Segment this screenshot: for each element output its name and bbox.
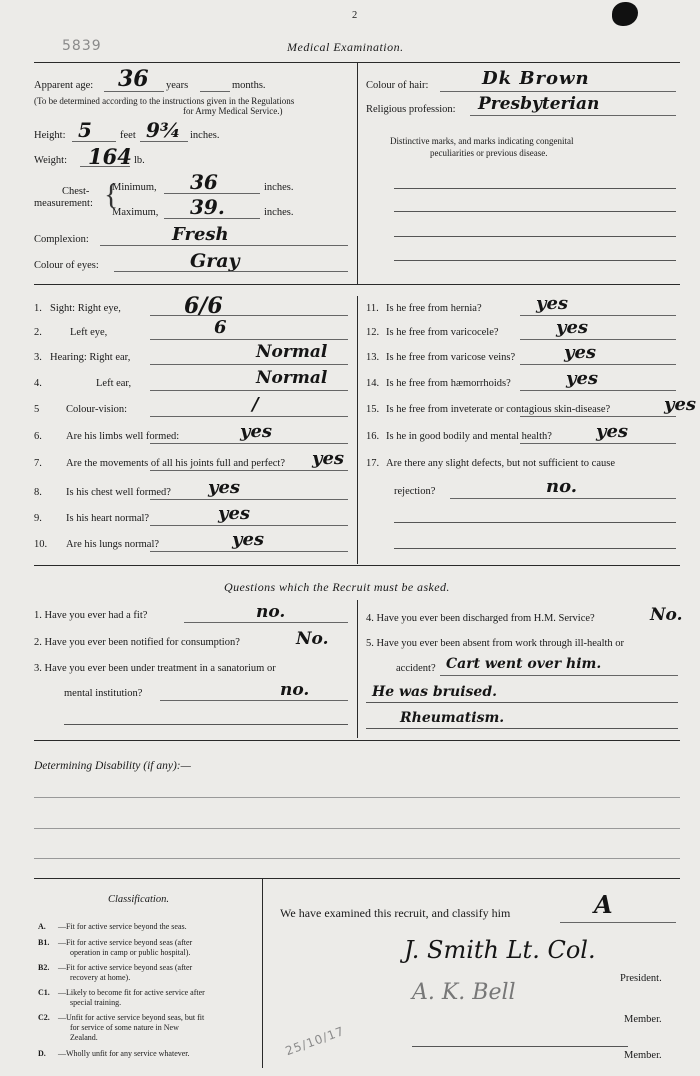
hair-value: Dk Brown bbox=[482, 68, 590, 89]
classification-grade: A bbox=[594, 890, 613, 919]
member-signature: A. K. Bell bbox=[412, 980, 516, 1005]
question-answer: yes bbox=[312, 448, 345, 469]
age-note-1: (To be determined according to the instructions given in the Regulations bbox=[34, 96, 295, 106]
inches-label: inches. bbox=[190, 130, 220, 141]
recruit-a5a: Cart went over him. bbox=[446, 656, 602, 672]
rule-5 bbox=[34, 878, 680, 879]
hair-label: Colour of hair: bbox=[366, 80, 429, 91]
question-label: Is he free from inveterate or contagious skin-disease? bbox=[386, 404, 611, 415]
age-note-2: for Army Medical Service.) bbox=[183, 106, 283, 116]
question-answer: yes bbox=[240, 421, 273, 442]
question-label: Is he free from hernia? bbox=[386, 303, 482, 314]
class-text: —Unfit for active service beyond seas, but fit bbox=[58, 1013, 205, 1022]
chest-max-unit: inches. bbox=[264, 207, 294, 218]
question-number: 1. bbox=[34, 303, 42, 314]
question-label: Are there any slight defects, but not sufficient to cause bbox=[386, 458, 615, 469]
question-number: 2. bbox=[34, 327, 42, 338]
question-label: Are his lungs normal? bbox=[66, 539, 160, 550]
chest-label-2: measurement: bbox=[34, 198, 93, 209]
recruit-heading: Questions which the Recruit must be asked. bbox=[224, 580, 450, 594]
column-divider-recruit bbox=[357, 600, 358, 738]
answer-line bbox=[150, 499, 348, 500]
date-pencil: 25/10/17 bbox=[283, 1023, 347, 1059]
rule-4 bbox=[34, 740, 680, 741]
class-text: —Likely to become fit for active service after bbox=[58, 988, 205, 997]
question-answer: Normal bbox=[256, 368, 328, 388]
question-number: 17. bbox=[366, 458, 380, 469]
question-number: 6. bbox=[34, 431, 42, 442]
question-number: 16. bbox=[366, 431, 380, 442]
class-text-cont: recovery at home). bbox=[70, 973, 131, 982]
question-answer: 6 bbox=[214, 317, 227, 338]
answer-line bbox=[150, 551, 348, 552]
class-text: —Fit for active service beyond seas (after bbox=[58, 938, 193, 947]
chest-min-unit: inches. bbox=[264, 182, 294, 193]
recruit-a5c: Rheumatism. bbox=[400, 710, 505, 726]
question-number: 5 bbox=[34, 404, 40, 415]
question-label: Is his heart normal? bbox=[66, 513, 150, 524]
recruit-q3a: 3. Have you ever been under treatment in a sanatorium or bbox=[34, 663, 276, 674]
classification-statement: We have examined this recruit, and classify him bbox=[280, 906, 511, 920]
religion-value: Presbyterian bbox=[478, 94, 600, 114]
question-label: Hearing: Right ear, bbox=[50, 352, 131, 363]
question-label: Are his limbs well formed: bbox=[66, 431, 180, 442]
recruit-q5b: accident? bbox=[396, 663, 436, 674]
answer-line bbox=[150, 390, 348, 391]
eyes-label: Colour of eyes: bbox=[34, 260, 99, 271]
height-inches: 9¾ bbox=[146, 118, 181, 142]
question-label: Is he in good bodily and mental health? bbox=[386, 431, 552, 442]
question-answer: / bbox=[252, 394, 259, 415]
class-code: A. bbox=[38, 922, 46, 931]
question-number: 12. bbox=[366, 327, 380, 338]
question-number: 10. bbox=[34, 539, 48, 550]
eyes-value: Gray bbox=[190, 250, 240, 272]
recruit-a4: No. bbox=[650, 605, 683, 625]
age-value: 36 bbox=[118, 66, 149, 92]
disability-label: Determining Disability (if any):— bbox=[34, 760, 191, 772]
column-divider-mid bbox=[357, 296, 358, 564]
column-divider-top bbox=[357, 62, 358, 284]
question-number: 4. bbox=[34, 378, 42, 389]
recruit-a3: no. bbox=[280, 680, 310, 700]
class-text: —Wholly unfit for any service whatever. bbox=[58, 1049, 190, 1058]
form-title: Medical Examination. bbox=[287, 40, 404, 54]
question-answer: yes bbox=[664, 394, 697, 415]
question-answer: yes bbox=[596, 421, 629, 442]
class-code: C1. bbox=[38, 988, 50, 997]
answer-line bbox=[150, 339, 348, 340]
question-answer: Normal bbox=[256, 342, 328, 362]
chest-min-value: 36 bbox=[190, 170, 218, 194]
question-answer: yes bbox=[232, 529, 265, 550]
question-number: 9. bbox=[34, 513, 42, 524]
question-answer: yes bbox=[536, 293, 569, 314]
answer-line bbox=[150, 416, 348, 417]
height-label: Height: bbox=[34, 130, 66, 141]
complexion-label: Complexion: bbox=[34, 234, 89, 245]
question-answer: yes bbox=[556, 317, 589, 338]
recruit-q3b: mental institution? bbox=[64, 688, 143, 699]
question-number: 8. bbox=[34, 487, 42, 498]
recruit-q4: 4. Have you ever been discharged from H.M. Service? bbox=[366, 613, 595, 624]
class-text-cont: special training. bbox=[70, 998, 122, 1007]
chest-max-value: 39. bbox=[190, 195, 225, 219]
question-number: 14. bbox=[366, 378, 380, 389]
answer-line bbox=[150, 364, 348, 365]
answer-line bbox=[150, 443, 348, 444]
religion-label: Religious profession: bbox=[366, 104, 456, 115]
question-answer: yes bbox=[208, 477, 241, 498]
question-answer: yes bbox=[566, 368, 599, 389]
president-signature: J. Smith Lt. Col. bbox=[404, 936, 596, 964]
answer-line bbox=[150, 315, 348, 316]
class-text-cont: operation in camp or public hospital). bbox=[70, 948, 191, 957]
answer-line bbox=[150, 470, 348, 471]
chest-min-label: Minimum, bbox=[112, 182, 157, 193]
form-page: 2 5839 Medical Examination. Apparent age: 36 years months. (To be determined according to the instructions given in the Regulations for Army Medical Service.) Height: 5 feet 9¾ inches. Weight: 164 lb. Chest- measurement: { Minimum, 36 inches. Maximum, 39. inches. Complexion: Fresh Colour of eyes: Gray Colour of hair: Dk Brown Religious profession: Presbyterian Distinctive marks, and marks indicating congenital peculiarities or previous disease. 1. Sight: Right eye, 6/6 2. Left eye, 6 3. Hearing: Right ear, Normal 4. Left ear, Normal 5 Colour-vision: / 6. Are his limbs well formed: yes 7. Are the movements of all his joints full and perfect? yes 8. Is his chest well formed? yes 9. Is his heart normal? yes 10. Are his lungs normal? yes 11. Is he free from hernia? yes 12. Is he free from varicocele? yes 13. Is he free from varicose veins? yes 14. Is he free from hæmorrhoids? yes 15. Is he free from inveterate or contagious skin-disease? yes 16. Is he in good bodily and mental health? yes 17. Are there any slight defects, but not sufficient to cause rejection? no. Questions which the Recruit must be asked. 1. Have you ever had a fit? no. 2. Have you ever been notified for consumption? No. 3. Have you ever been under treatment in a sanatorium or mental institution? no. 4. Have you ever been discharged from H.M. Service? No. 5. Have you ever been absent from work through ill-health or accident? Cart went over him. He was bruised. Rheumatism. Determining Disability (if any):— Classification. A. —Fit for active service beyond the seas. B1. —Fit for active service beyond seas (after operation in camp or public hospital). B2. —Fit for active service beyond seas (after recovery at home). C1. —Likely to become fit for active service after special training. C2. —Unfit for active service beyond seas, but fit for service of some nature in New Zealand. D. —Wholly unfit for any service whatever. We have examined this recruit, and classify him A J. Smith Lt. Col. President. A. K. Bell Member. 25/10/17 Member. bbox=[0, 0, 700, 1076]
question-label: Left ear, bbox=[96, 378, 132, 389]
marks-label-2: peculiarities or previous disease. bbox=[430, 148, 548, 158]
weight-label: Weight: bbox=[34, 155, 67, 166]
page-number: 2 bbox=[352, 10, 358, 21]
class-code: B2. bbox=[38, 963, 50, 972]
chest-max-label: Maximum, bbox=[112, 207, 159, 218]
class-code: D. bbox=[38, 1049, 46, 1058]
height-feet: 5 bbox=[78, 118, 92, 142]
feet-label: feet bbox=[120, 130, 136, 141]
question-label: Left eye, bbox=[70, 327, 108, 338]
recruit-a5b: He was bruised. bbox=[372, 684, 498, 700]
question-label: Is he free from hæmorrhoids? bbox=[386, 378, 511, 389]
years-label: years bbox=[166, 80, 189, 91]
answer-line bbox=[150, 525, 348, 526]
recruit-q2: 2. Have you ever been notified for consumption? bbox=[34, 637, 240, 648]
question-answer: yes bbox=[218, 503, 251, 524]
question-number: 11. bbox=[366, 303, 379, 314]
question-number: 7. bbox=[34, 458, 42, 469]
question-answer: yes bbox=[564, 342, 597, 363]
question-answer: 6/6 bbox=[184, 293, 223, 319]
registration-number: 5839 bbox=[62, 38, 102, 54]
class-text: —Fit for active service beyond seas (after bbox=[58, 963, 193, 972]
class-text-cont: for service of some nature in New bbox=[70, 1023, 179, 1032]
chest-label-1: Chest- bbox=[62, 186, 90, 197]
recruit-q1: 1. Have you ever had a fit? bbox=[34, 610, 148, 621]
recruit-a2: No. bbox=[296, 629, 329, 649]
class-text-cont: Zealand. bbox=[70, 1033, 98, 1042]
question-answer: no. bbox=[546, 476, 578, 497]
question-label: Colour-vision: bbox=[66, 404, 128, 415]
question-label: Is he free from varicocele? bbox=[386, 327, 499, 338]
lb-label: lb. bbox=[134, 155, 145, 166]
age-label: Apparent age: bbox=[34, 80, 94, 91]
recruit-a1: no. bbox=[256, 602, 286, 622]
classification-title: Classification. bbox=[108, 894, 169, 905]
class-code: C2. bbox=[38, 1013, 50, 1022]
question-label: Is his chest well formed? bbox=[66, 487, 171, 498]
class-code: B1. bbox=[38, 938, 50, 947]
question-label: Are the movements of all his joints full and perfect? bbox=[66, 458, 285, 469]
president-label: President. bbox=[620, 973, 662, 984]
question-number: 3. bbox=[34, 352, 42, 363]
question-number: 13. bbox=[366, 352, 380, 363]
rule-2 bbox=[34, 284, 680, 285]
ink-blot bbox=[612, 2, 638, 26]
class-text: —Fit for active service beyond the seas. bbox=[58, 922, 187, 931]
member-label-2: Member. bbox=[624, 1050, 662, 1061]
marks-label-1: Distinctive marks, and marks indicating congenital bbox=[390, 136, 574, 146]
recruit-q5a: 5. Have you ever been absent from work through ill-health or bbox=[366, 638, 625, 649]
member-label: Member. bbox=[624, 1014, 662, 1025]
question-label-cont: rejection? bbox=[394, 486, 436, 497]
complexion-value: Fresh bbox=[172, 224, 229, 245]
question-label: Sight: Right eye, bbox=[50, 303, 121, 314]
column-divider-class bbox=[262, 878, 263, 1068]
months-label: months. bbox=[232, 80, 266, 91]
weight-value: 164 bbox=[88, 144, 132, 169]
question-number: 15. bbox=[366, 404, 380, 415]
question-label: Is he free from varicose veins? bbox=[386, 352, 516, 363]
rule-3 bbox=[34, 565, 680, 566]
